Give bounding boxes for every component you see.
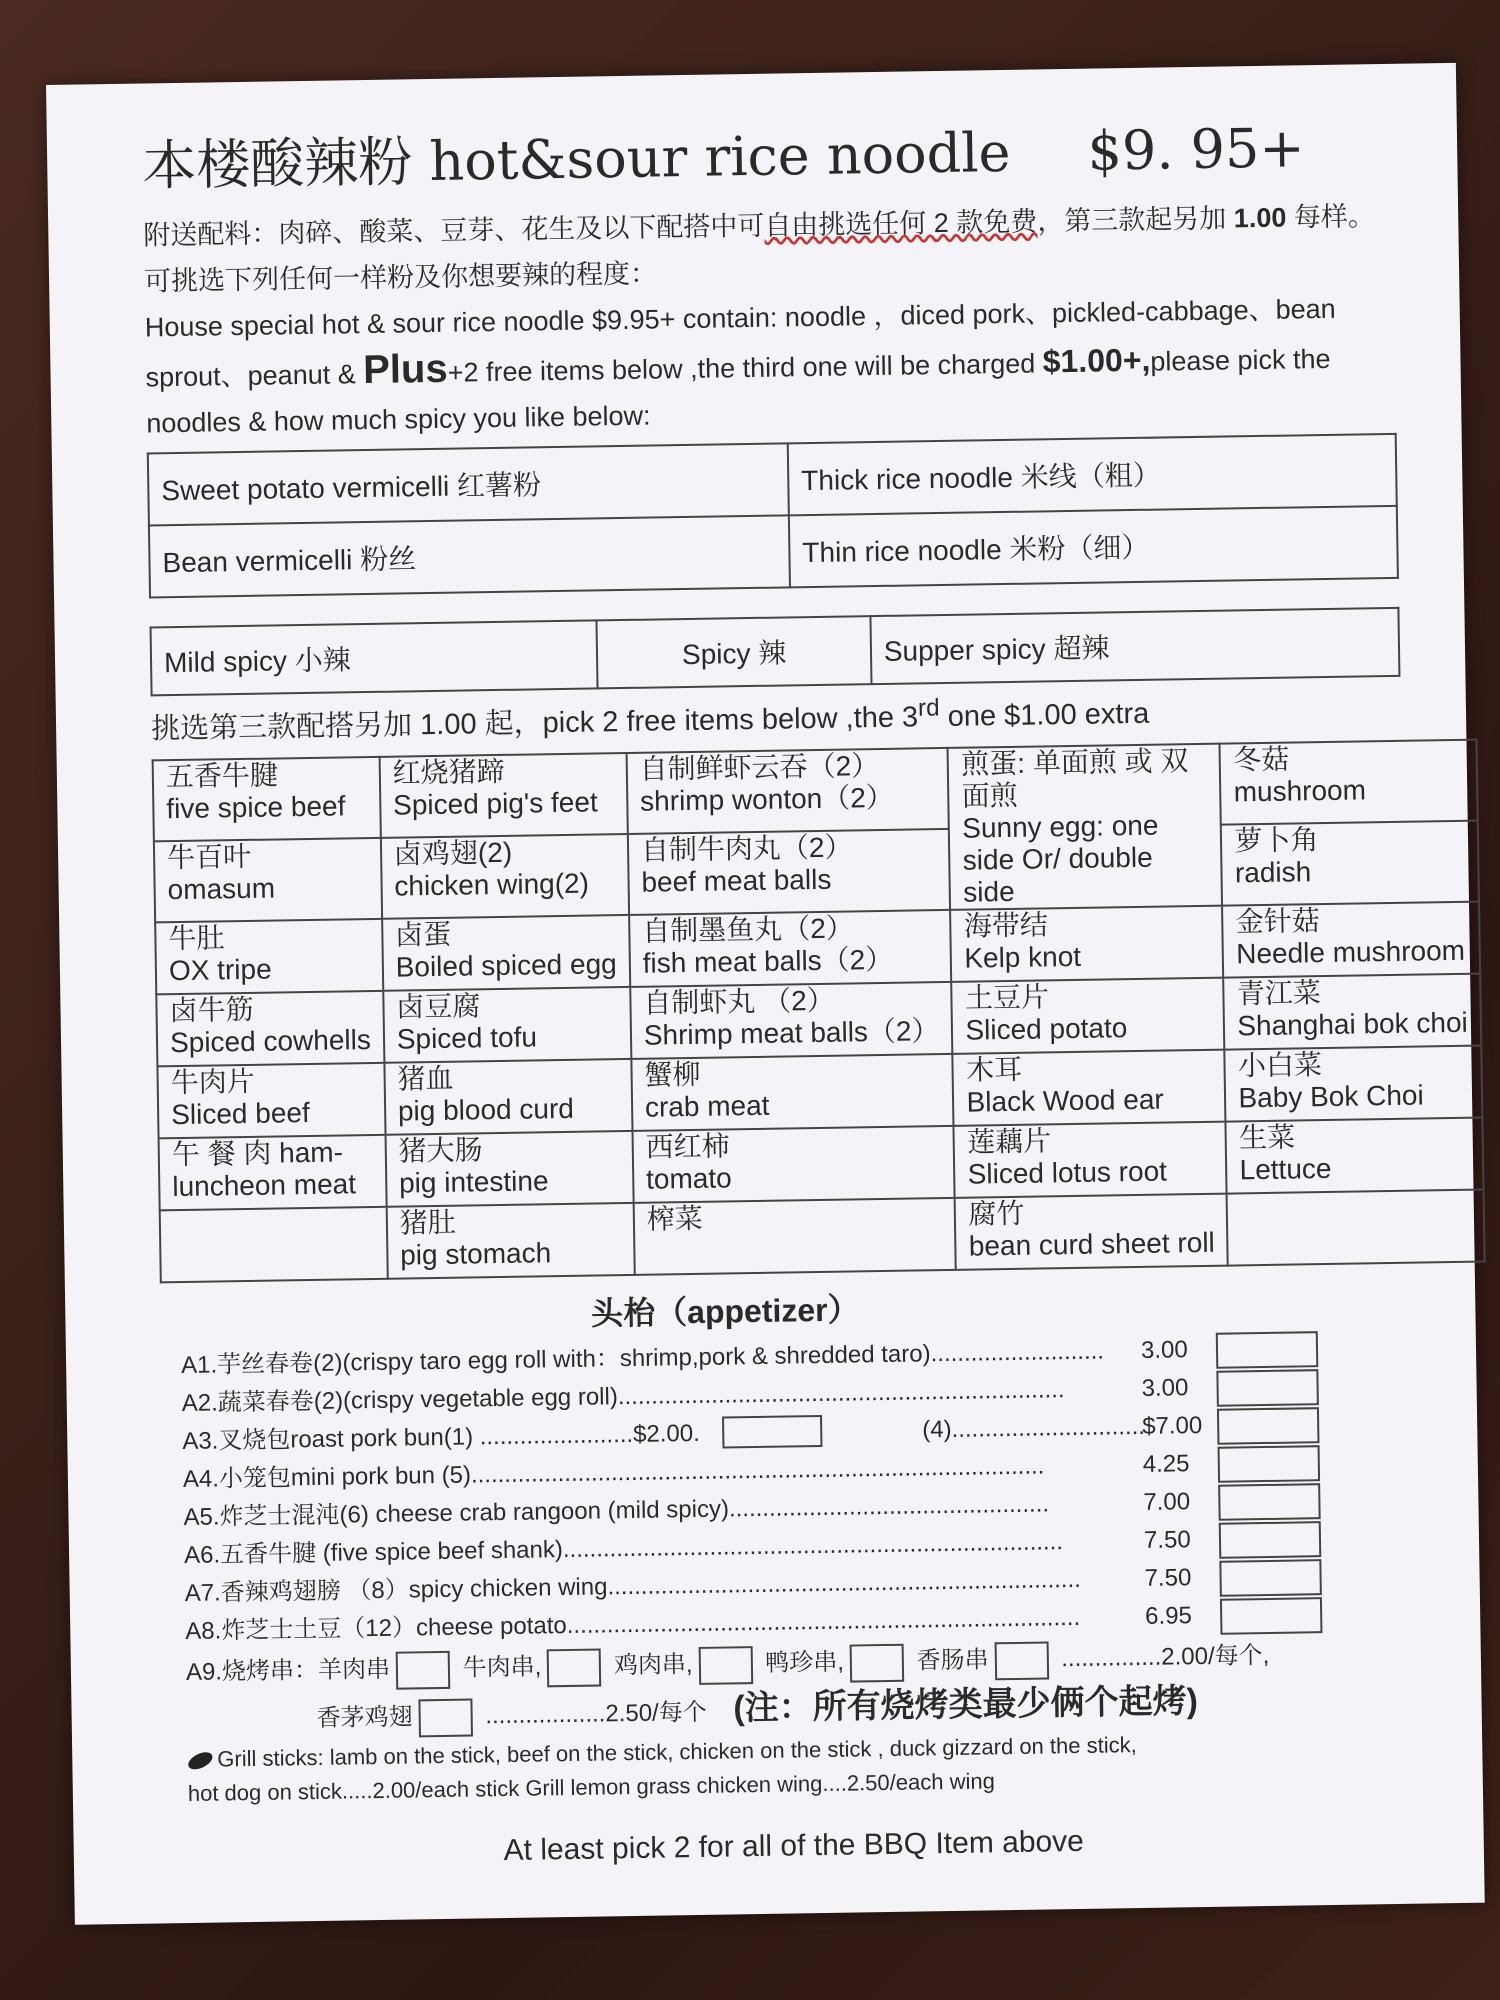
item-name-en: mushroom — [1233, 774, 1367, 808]
qty-box[interactable] — [1219, 1559, 1322, 1597]
appetizer-list — [161, 1328, 1416, 1652]
intro-cn-num: 1.00 — [1233, 202, 1287, 234]
intro-en2: +2 free items below ,the third one will be charged — [447, 348, 1036, 388]
topping-item[interactable] — [626, 748, 949, 834]
noodle-choice-table — [147, 433, 1399, 599]
topping-item[interactable] — [952, 978, 1225, 1054]
item-name-en: Kelp knot — [964, 940, 1082, 974]
item-name-cn: 生菜 — [1238, 1121, 1296, 1154]
item-name-cn: 卤豆腐 — [396, 990, 481, 1023]
item-name-en: Spiced cowhells — [169, 1024, 372, 1059]
chili-pepper-icon — [186, 1749, 216, 1773]
topping-item[interactable] — [1220, 740, 1478, 825]
topping-item[interactable] — [955, 1194, 1228, 1270]
menu-paper — [46, 63, 1485, 1925]
item-name-cn: 西红柿 — [645, 1130, 730, 1163]
topping-item[interactable] — [384, 1059, 632, 1135]
appetizer-label: A5.炸芝士混沌(6) cheese crab rangoon (mild spicy)................................................ — [183, 1490, 1050, 1532]
qty-box[interactable] — [1216, 1331, 1319, 1369]
topping-item[interactable] — [383, 987, 631, 1063]
item-name-en: Shrimp meat balls（2） — [643, 1015, 940, 1051]
appetizer-price: $7.00 — [1141, 1412, 1203, 1440]
title-price: $9. 95+ — [1087, 116, 1306, 183]
appetizer-price: 7.50 — [1143, 1526, 1191, 1554]
item-name-en: pig intestine — [398, 1165, 549, 1199]
item-name-en: tomato — [645, 1162, 732, 1195]
appetizer-label: A6.五香牛腱 (five spice beef shank)........................................................................... — [183, 1528, 1064, 1570]
bbq-footer-note: At least pick 2 for all of the BBQ Item above — [503, 1824, 1085, 1868]
item-name-en: Baby Bok Choi — [1238, 1079, 1424, 1114]
item-name-cn: 自制虾丸 （2） — [643, 984, 835, 1019]
intro-en1: House special hot & sour rice noodle $9.95+ contain: noodle ，diced pork、pickled-cabbage、bean sprout、peanut & — [144, 293, 1336, 393]
item-name-cn: 牛肚 — [168, 922, 225, 955]
bbq-duck-label: 鸭珍串, — [765, 1648, 845, 1677]
qty-box[interactable] — [1216, 1369, 1319, 1407]
item-name-en: Boiled spiced egg — [395, 948, 617, 983]
appetizer-price: 7.50 — [1144, 1564, 1192, 1592]
item-name-cn: 莲藕片 — [966, 1125, 1052, 1158]
topping-items-table — [152, 739, 1486, 1284]
item-name-cn: 牛百叶 — [166, 840, 252, 874]
pick-sup: rd — [917, 694, 940, 722]
bbq-sausage-label: 香肠串 — [916, 1646, 989, 1675]
item-name-en: five spice beef — [166, 790, 346, 825]
item-name-en: Sliced beef — [170, 1096, 310, 1131]
item-name-en: Spiced pig's feet — [392, 786, 598, 821]
item-name-cn: 猪大肠 — [398, 1134, 483, 1167]
pick-text-b: one $1.00 extra — [939, 697, 1150, 734]
item-name-cn: 猪肚 — [399, 1206, 456, 1239]
intro-text — [143, 193, 1397, 447]
beef-checkbox[interactable] — [547, 1648, 602, 1687]
item-name-cn: 冬菇 — [1232, 743, 1290, 776]
pick-instructions — [151, 687, 1401, 748]
item-name-en: bean curd sheet roll — [968, 1226, 1215, 1262]
appetizer-label: A3.叉烧包roast pork bun(1) .......................$2.00. — [182, 1419, 701, 1456]
topping-item[interactable] — [1222, 902, 1480, 978]
table-row — [151, 608, 1400, 696]
intro-en3: please pick the noodles & how much spicy you like below: — [146, 343, 1331, 439]
lemon-wing-checkbox[interactable] — [418, 1698, 473, 1737]
appetizer-title: 头枱（appetizer） — [590, 1291, 860, 1332]
bbq-price-2: ..................2.50/每个 — [485, 1698, 707, 1730]
item-name-cn: 腐竹 — [968, 1197, 1025, 1230]
topping-item[interactable] — [157, 1063, 385, 1139]
lamb-checkbox[interactable] — [396, 1651, 451, 1690]
item-name-en: shrimp wonton（2） — [639, 781, 895, 817]
topping-item[interactable] — [1227, 1190, 1485, 1266]
item-name-en: Black Wood ear — [966, 1083, 1164, 1118]
topping-item[interactable] — [1225, 1046, 1483, 1122]
chicken-checkbox[interactable] — [698, 1646, 753, 1685]
item-name-en: crab meat — [644, 1089, 770, 1123]
qty-box-1[interactable] — [722, 1415, 822, 1449]
item-name-cn: 红烧猪蹄 — [392, 755, 505, 789]
appetizer-label: A7.香辣鸡翅膀 （8）spicy chicken wing....................................................................... — [184, 1565, 1082, 1608]
topping-item[interactable] — [628, 829, 951, 915]
sticks-line-2: hot dog on stick.....2.00/each stick Grill lemon grass chicken wing....2.50/each wing — [187, 1768, 996, 1806]
noodle-option[interactable]: Sweet potato vermicelli 红薯粉 — [148, 443, 789, 525]
appetizer-price: 3.00 — [1140, 1336, 1188, 1364]
item-name-en: chicken wing(2) — [394, 867, 590, 902]
item-name-en: fish meat balls（2） — [642, 943, 894, 979]
appetizer-mid: (4)............................. — [922, 1412, 1146, 1444]
intro-en-price: $1.00+, — [1042, 341, 1151, 380]
intro-plus: Plus — [362, 346, 448, 393]
item-name-en: luncheon meat — [172, 1168, 357, 1203]
topping-item[interactable] — [382, 915, 630, 991]
item-name-cn: 卤牛筋 — [169, 993, 254, 1027]
spicy-level-table — [150, 607, 1401, 697]
topping-item[interactable] — [1221, 821, 1479, 906]
noodle-option[interactable]: Thick rice noodle 米线（粗） — [788, 434, 1397, 516]
topping-item[interactable] — [630, 982, 953, 1059]
appetizer-price: 7.00 — [1143, 1488, 1191, 1516]
item-name-cn: 自制鲜虾云吞（2） — [639, 749, 880, 785]
title-cn: 本楼酸辣粉 — [141, 130, 413, 198]
duck-checkbox[interactable] — [850, 1643, 905, 1682]
topping-item[interactable] — [155, 919, 383, 995]
pick-text-a: 挑选第三款配搭另加 1.00 起，pick 2 free items below ,the 3 — [150, 701, 919, 746]
topping-item[interactable] — [632, 1126, 955, 1203]
appetizer-label: A8.炸芝士土豆（12）cheese potato............................................................................. — [185, 1603, 1081, 1646]
topping-item[interactable] — [631, 1054, 954, 1131]
item-name-cn: 萝卜角 — [1234, 824, 1319, 857]
item-name-en: Shanghai bok choi — [1237, 1006, 1468, 1042]
menu-title — [142, 104, 1393, 201]
menu-content — [141, 104, 1468, 1873]
bbq-lemon-label: 香茅鸡翅 — [316, 1703, 413, 1732]
item-name-en: pig blood curd — [397, 1092, 575, 1127]
appetizer-price: 3.00 — [1141, 1374, 1189, 1402]
spicy-option-spicy[interactable]: Spicy 辣 — [597, 616, 871, 688]
bbq-note: (注：所有烧烤类最少俩个起烤) — [733, 1682, 1199, 1728]
item-name-en: Spiced tofu — [396, 1021, 538, 1055]
item-name-en: Needle mushroom — [1235, 934, 1466, 970]
item-name-en: Sliced lotus root — [967, 1155, 1168, 1190]
topping-item[interactable] — [153, 757, 381, 842]
intro-cn-emphasis: 自由挑选任何 2 款免费 — [764, 206, 1038, 241]
item-name-cn: 小白菜 — [1237, 1049, 1323, 1082]
item-name-cn: 牛肉片 — [170, 1065, 255, 1099]
noodle-option[interactable]: Thin rice noodle 米粉（细） — [789, 506, 1398, 588]
qty-box[interactable] — [1217, 1407, 1320, 1445]
bbq-a9-label: A9.烧烤串：羊肉串 — [185, 1655, 391, 1686]
item-name-en: pig stomach — [399, 1237, 552, 1271]
topping-item[interactable] — [379, 753, 627, 838]
topping-item[interactable] — [951, 906, 1224, 982]
topping-item[interactable] — [386, 1203, 634, 1279]
item-name-en: OX tripe — [168, 953, 272, 987]
item-name-cn: 午 餐 肉 ham- — [171, 1136, 344, 1171]
item-name-en: Sunny egg: one side Or/ double side — [962, 809, 1159, 908]
item-name-cn: 海带结 — [963, 909, 1049, 942]
title-en: hot&sour rice noodle — [428, 120, 1011, 193]
item-name-cn: 木耳 — [965, 1053, 1023, 1086]
intro-cn3: 每样。可挑选下列任何一样粉及你想要辣的程度： — [143, 201, 1376, 297]
bbq-price-1: ...............2.00/每个, — [1061, 1641, 1270, 1673]
item-name-cn: 猪血 — [397, 1062, 454, 1095]
bbq-chicken-label: 鸡肉串, — [613, 1651, 693, 1680]
item-name-en: omasum — [167, 872, 276, 906]
qty-box[interactable] — [1220, 1597, 1323, 1635]
appetizer-price: 6.95 — [1144, 1602, 1193, 1630]
item-name-cn: 土豆片 — [964, 981, 1050, 1014]
qty-box[interactable] — [1218, 1445, 1321, 1483]
topping-item[interactable] — [1226, 1118, 1484, 1194]
appetizer-label: A2.蔬菜春卷(2)(crispy vegetable egg roll)................................................................... — [181, 1376, 1065, 1418]
item-name-en: radish — [1234, 856, 1312, 889]
item-name-en: Sliced potato — [965, 1012, 1128, 1046]
item-name-cn: 五香牛腱 — [165, 759, 279, 793]
item-name-en: beef meat balls — [641, 863, 832, 898]
item-name-cn: 卤蛋 — [394, 918, 452, 951]
spicy-option-super[interactable]: Supper spicy 超辣 — [870, 608, 1399, 684]
topping-item[interactable] — [633, 1198, 956, 1275]
topping-item[interactable] — [948, 744, 1222, 910]
item-name-cn: 煎蛋: 单面煎 或 双面煎 — [961, 745, 1189, 812]
topping-item[interactable] — [156, 991, 384, 1067]
appetizer-label: A4.小笼包mini pork bun (5)...................................................................................... — [182, 1452, 1045, 1494]
qty-box[interactable] — [1219, 1521, 1322, 1559]
noodle-option[interactable]: Bean vermicelli 粉丝 — [149, 515, 790, 597]
topping-item[interactable] — [629, 910, 952, 987]
bbq-beef-label: 牛肉串, — [462, 1653, 542, 1682]
topping-item[interactable] — [159, 1135, 387, 1211]
intro-cn1: 附送配料：肉碎、酸菜、豆芽、花生及以下配搭中可 — [143, 210, 765, 251]
topping-item[interactable] — [1224, 974, 1482, 1050]
topping-item[interactable] — [154, 838, 382, 923]
topping-item[interactable] — [953, 1050, 1226, 1126]
appetizer-price: 4.25 — [1142, 1450, 1190, 1478]
qty-box[interactable] — [1218, 1483, 1321, 1521]
item-name-cn: 金针菇 — [1235, 905, 1320, 938]
topping-item[interactable] — [381, 834, 629, 919]
topping-item[interactable] — [954, 1122, 1227, 1198]
item-name-cn: 自制牛肉丸（2） — [640, 831, 853, 866]
spicy-option-mild[interactable]: Mild spicy 小辣 — [151, 620, 598, 695]
item-name-en: Lettuce — [1239, 1152, 1332, 1186]
item-name-cn: 榨菜 — [646, 1202, 703, 1235]
sausage-checkbox[interactable] — [994, 1641, 1049, 1680]
appetizer-label: A1.芋丝春卷(2)(crispy taro egg roll with：shrimp,pork & shredded taro).......................... — [180, 1337, 1105, 1380]
topping-item[interactable] — [385, 1131, 633, 1207]
item-name-cn: 卤鸡翅(2) — [393, 836, 513, 870]
topping-item[interactable] — [160, 1207, 388, 1283]
intro-cn2: ，第三款起另加 — [1037, 203, 1227, 237]
item-name-cn: 蟹柳 — [644, 1058, 701, 1091]
sticks-line-1: Grill sticks: lamb on the stick, beef on the stick, chicken on the stick , duck gizzard on the stick, — [217, 1732, 1137, 1772]
item-name-cn: 青江菜 — [1236, 977, 1322, 1010]
item-name-cn: 自制墨鱼丸（2） — [641, 912, 854, 947]
